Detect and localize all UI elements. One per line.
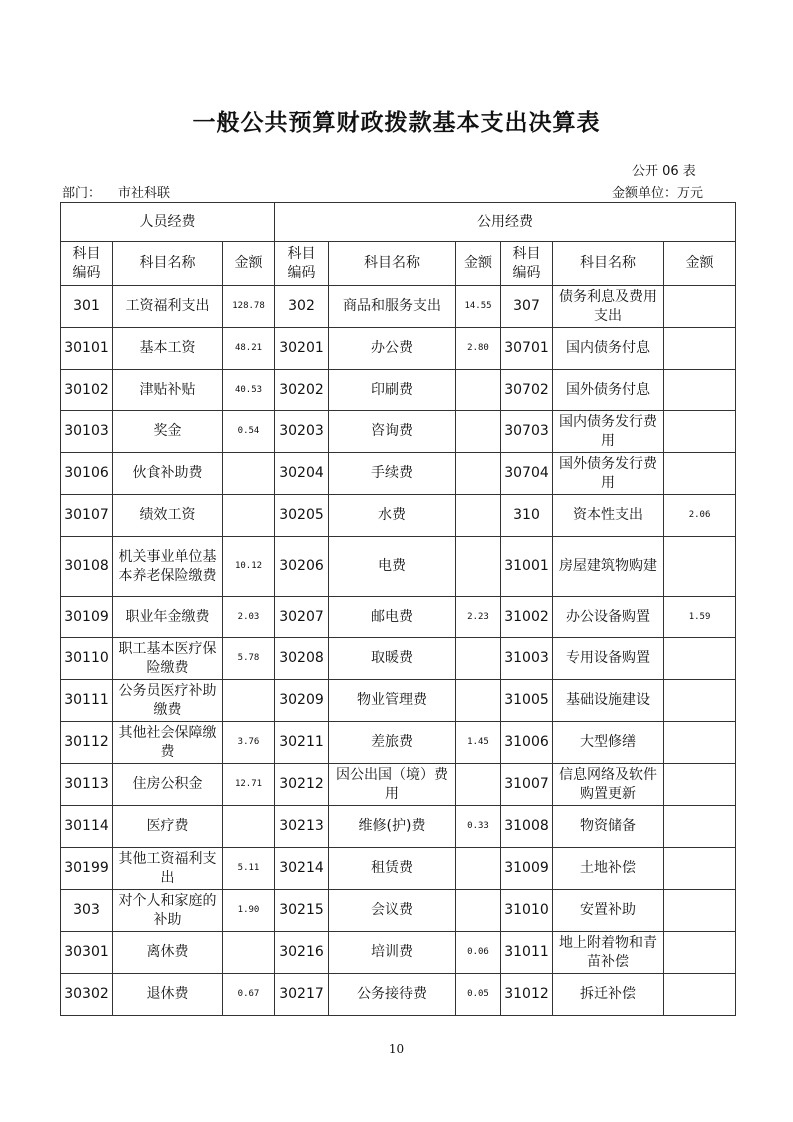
public-expense-header: 公用经费 <box>275 203 736 242</box>
table-row <box>61 370 736 411</box>
item-amount <box>456 890 501 932</box>
item-name: 工资福利支出 <box>113 286 223 328</box>
item-name: 伙食补助费 <box>113 453 223 495</box>
item-name: 其他社会保障缴费 <box>113 722 223 764</box>
item-code: 301 <box>61 286 113 328</box>
item-code: 30701 <box>501 328 553 370</box>
item-code: 30107 <box>61 495 113 537</box>
form-number: 公开 06 表 <box>632 164 696 179</box>
item-name: 房屋建筑物购建 <box>553 537 664 597</box>
table-row <box>61 597 736 638</box>
item-amount <box>664 848 736 890</box>
item-code: 30112 <box>61 722 113 764</box>
item-code: 302 <box>275 286 329 328</box>
item-amount <box>664 370 736 411</box>
item-name: 绩效工资 <box>113 495 223 537</box>
item-code: 30205 <box>275 495 329 537</box>
table-row <box>61 495 736 537</box>
item-code: 31008 <box>501 806 553 848</box>
item-name: 资本性支出 <box>553 495 664 537</box>
item-name: 差旅费 <box>329 722 456 764</box>
item-name: 公务员医疗补助缴费 <box>113 680 223 722</box>
item-amount <box>223 453 275 495</box>
item-code: 30702 <box>501 370 553 411</box>
page-title: 一般公共预算财政拨款基本支出决算表 <box>192 110 601 136</box>
item-amount <box>664 932 736 974</box>
item-name: 债务利息及费用支出 <box>553 286 664 328</box>
item-code: 30212 <box>275 764 329 806</box>
item-name: 其他工资福利支出 <box>113 848 223 890</box>
item-code: 30199 <box>61 848 113 890</box>
item-name: 咨询费 <box>329 411 456 453</box>
item-code: 31010 <box>501 890 553 932</box>
item-amount: 0.06 <box>456 932 501 974</box>
item-name: 退休费 <box>113 974 223 1016</box>
department-name: 市社科联 <box>118 186 171 201</box>
department-label: 部门： <box>62 186 102 201</box>
item-amount: 0.54 <box>223 411 275 453</box>
item-amount <box>664 974 736 1016</box>
item-name: 国内债务发行费用 <box>553 411 664 453</box>
item-amount: 1.59 <box>664 597 736 638</box>
item-code: 31002 <box>501 597 553 638</box>
item-amount: 48.21 <box>223 328 275 370</box>
item-code: 30201 <box>275 328 329 370</box>
item-amount <box>456 638 501 680</box>
item-code: 30211 <box>275 722 329 764</box>
table-row <box>61 722 736 764</box>
item-name: 职业年金缴费 <box>113 597 223 638</box>
item-name: 租赁费 <box>329 848 456 890</box>
item-name: 住房公积金 <box>113 764 223 806</box>
item-code: 30216 <box>275 932 329 974</box>
item-name: 物业管理费 <box>329 680 456 722</box>
table-row <box>61 764 736 806</box>
item-name: 办公费 <box>329 328 456 370</box>
item-name: 地上附着物和青苗补偿 <box>553 932 664 974</box>
item-code: 30108 <box>61 537 113 597</box>
personnel-expense-header: 人员经费 <box>61 203 275 242</box>
item-amount <box>223 680 275 722</box>
item-name: 大型修缮 <box>553 722 664 764</box>
item-name: 奖金 <box>113 411 223 453</box>
item-code: 31009 <box>501 848 553 890</box>
table-row <box>61 411 736 453</box>
item-amount: 10.12 <box>223 537 275 597</box>
item-name: 邮电费 <box>329 597 456 638</box>
item-code: 30302 <box>61 974 113 1016</box>
item-name: 职工基本医疗保险缴费 <box>113 638 223 680</box>
table-row <box>61 537 736 597</box>
item-name: 印刷费 <box>329 370 456 411</box>
item-amount: 40.53 <box>223 370 275 411</box>
item-name: 商品和服务支出 <box>329 286 456 328</box>
item-name: 物资储备 <box>553 806 664 848</box>
item-code: 30114 <box>61 806 113 848</box>
item-amount <box>664 286 736 328</box>
item-code: 31001 <box>501 537 553 597</box>
code-column-header: 科目 编码 <box>275 242 329 286</box>
item-code: 31011 <box>501 932 553 974</box>
item-amount <box>664 411 736 453</box>
item-amount: 2.03 <box>223 597 275 638</box>
item-name: 机关事业单位基本养老保险缴费 <box>113 537 223 597</box>
item-code: 30103 <box>61 411 113 453</box>
item-name: 医疗费 <box>113 806 223 848</box>
item-code: 30111 <box>61 680 113 722</box>
item-code: 31012 <box>501 974 553 1016</box>
item-amount <box>664 806 736 848</box>
item-amount <box>664 328 736 370</box>
item-amount: 5.11 <box>223 848 275 890</box>
item-amount <box>223 932 275 974</box>
item-code: 30703 <box>501 411 553 453</box>
item-name: 国外债务付息 <box>553 370 664 411</box>
item-amount <box>664 638 736 680</box>
item-amount: 0.33 <box>456 806 501 848</box>
table-row <box>61 680 736 722</box>
table-row <box>61 848 736 890</box>
item-amount <box>664 453 736 495</box>
amount-column-header: 金额 <box>223 242 275 286</box>
item-amount: 3.76 <box>223 722 275 764</box>
item-code: 31003 <box>501 638 553 680</box>
item-name: 维修(护)费 <box>329 806 456 848</box>
item-name: 基本工资 <box>113 328 223 370</box>
expenditure-table <box>60 202 736 1016</box>
item-code: 30215 <box>275 890 329 932</box>
item-code: 30217 <box>275 974 329 1016</box>
item-name: 培训费 <box>329 932 456 974</box>
item-amount: 0.05 <box>456 974 501 1016</box>
item-amount <box>456 453 501 495</box>
item-code: 30113 <box>61 764 113 806</box>
table-row <box>61 638 736 680</box>
item-code: 30204 <box>275 453 329 495</box>
item-name: 专用设备购置 <box>553 638 664 680</box>
table-row <box>61 974 736 1016</box>
item-amount <box>223 806 275 848</box>
item-code: 30209 <box>275 680 329 722</box>
table-row <box>61 806 736 848</box>
item-amount: 12.71 <box>223 764 275 806</box>
item-amount <box>664 764 736 806</box>
item-amount <box>664 680 736 722</box>
table-body <box>61 286 736 1016</box>
item-amount: 1.45 <box>456 722 501 764</box>
item-name: 手续费 <box>329 453 456 495</box>
item-amount <box>664 537 736 597</box>
item-name: 安置补助 <box>553 890 664 932</box>
amount-unit: 金额单位：万元 <box>612 186 704 201</box>
name-column-header: 科目名称 <box>329 242 456 286</box>
item-code: 30704 <box>501 453 553 495</box>
item-code: 307 <box>501 286 553 328</box>
table-row <box>61 328 736 370</box>
item-code: 30213 <box>275 806 329 848</box>
item-name: 国外债务发行费用 <box>553 453 664 495</box>
item-name: 办公设备购置 <box>553 597 664 638</box>
item-code: 30110 <box>61 638 113 680</box>
item-name: 土地补偿 <box>553 848 664 890</box>
item-code: 30203 <box>275 411 329 453</box>
amount-column-header: 金额 <box>456 242 501 286</box>
page-number: 10 <box>388 1042 405 1056</box>
table-row <box>61 453 736 495</box>
table-row <box>61 890 736 932</box>
item-name: 国内债务付息 <box>553 328 664 370</box>
item-amount: 128.78 <box>223 286 275 328</box>
item-code: 30106 <box>61 453 113 495</box>
item-code: 310 <box>501 495 553 537</box>
item-code: 30208 <box>275 638 329 680</box>
item-amount <box>456 680 501 722</box>
item-code: 30202 <box>275 370 329 411</box>
item-name: 信息网络及软件购置更新 <box>553 764 664 806</box>
item-code: 30207 <box>275 597 329 638</box>
item-code: 31006 <box>501 722 553 764</box>
item-name: 津贴补贴 <box>113 370 223 411</box>
item-name: 对个人和家庭的补助 <box>113 890 223 932</box>
item-amount: 2.23 <box>456 597 501 638</box>
item-code: 30101 <box>61 328 113 370</box>
table-row <box>61 932 736 974</box>
name-column-header: 科目名称 <box>553 242 664 286</box>
item-name: 取暖费 <box>329 638 456 680</box>
item-code: 30109 <box>61 597 113 638</box>
table-row <box>61 286 736 328</box>
item-amount <box>664 722 736 764</box>
code-column-header: 科目 编码 <box>501 242 553 286</box>
item-amount <box>456 848 501 890</box>
item-amount <box>456 537 501 597</box>
item-code: 30214 <box>275 848 329 890</box>
item-amount <box>456 764 501 806</box>
item-code: 30206 <box>275 537 329 597</box>
item-amount <box>456 495 501 537</box>
item-name: 水费 <box>329 495 456 537</box>
item-code: 303 <box>61 890 113 932</box>
item-name: 电费 <box>329 537 456 597</box>
amount-column-header: 金额 <box>664 242 736 286</box>
item-amount <box>456 370 501 411</box>
item-name: 拆迁补偿 <box>553 974 664 1016</box>
item-amount: 0.67 <box>223 974 275 1016</box>
item-name: 因公出国（境）费用 <box>329 764 456 806</box>
name-column-header: 科目名称 <box>113 242 223 286</box>
item-code: 30301 <box>61 932 113 974</box>
item-amount: 14.55 <box>456 286 501 328</box>
item-name: 基础设施建设 <box>553 680 664 722</box>
item-name: 公务接待费 <box>329 974 456 1016</box>
item-name: 会议费 <box>329 890 456 932</box>
item-amount: 2.06 <box>664 495 736 537</box>
item-code: 30102 <box>61 370 113 411</box>
item-amount <box>664 890 736 932</box>
item-amount: 2.80 <box>456 328 501 370</box>
code-column-header: 科目 编码 <box>61 242 113 286</box>
item-code: 31005 <box>501 680 553 722</box>
item-amount <box>456 411 501 453</box>
item-amount <box>223 495 275 537</box>
item-amount: 1.90 <box>223 890 275 932</box>
item-amount: 5.78 <box>223 638 275 680</box>
item-code: 31007 <box>501 764 553 806</box>
item-name: 离休费 <box>113 932 223 974</box>
